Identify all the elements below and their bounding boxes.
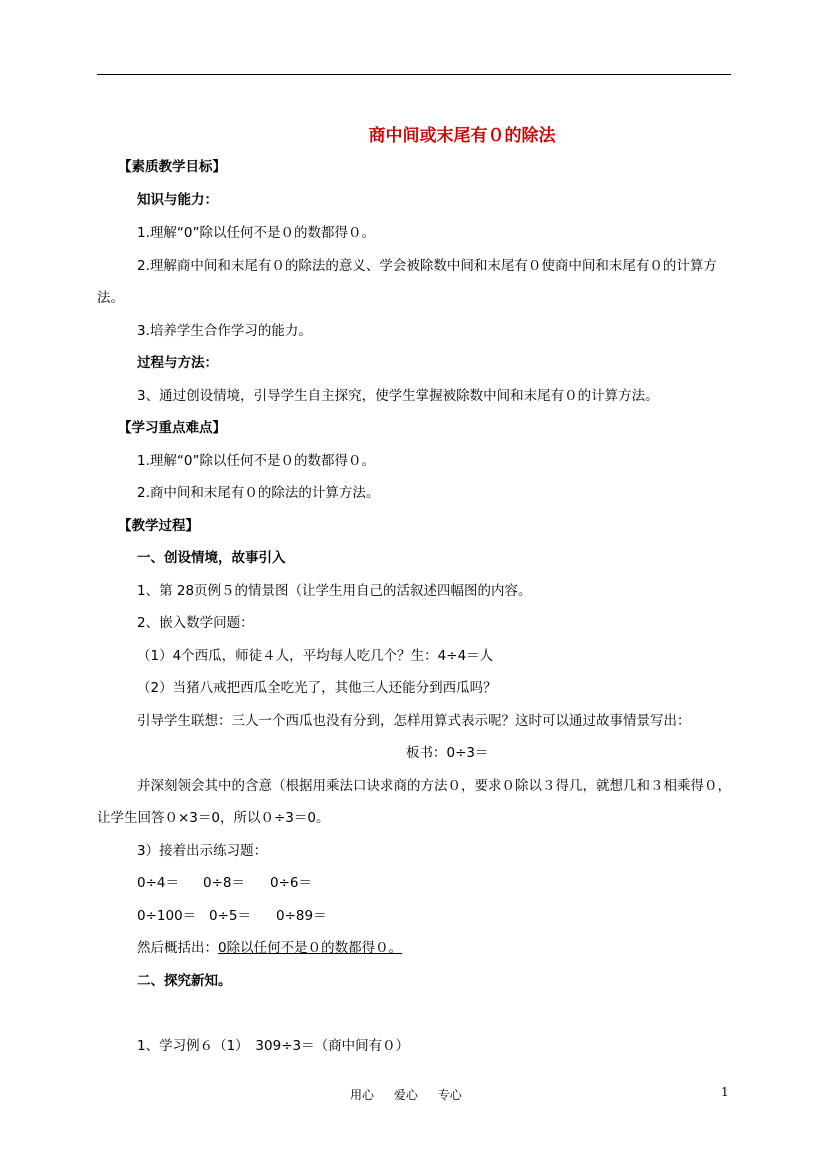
exercise-item: 0÷8＝ [203, 875, 245, 891]
summary-line [137, 938, 402, 958]
section-title-1: 一、创设情境，故事引入 [137, 550, 286, 566]
footer-item: 爱心 [393, 1088, 418, 1102]
process-line-5: 引导学生联想：三人一个西瓜也没有分到，怎样用算式表示呢？这时可以通过故事情景写出： [137, 713, 691, 729]
keypoint-line-1: 1.理解“0”除以任何不是０的数都得０。 [137, 453, 375, 469]
process-line-6b: 让学生回答０×3＝0，所以０÷3＝0。 [97, 810, 330, 826]
goal-line-3: 3.培养学生合作学习的能力。 [137, 323, 312, 339]
footer-motto [350, 1086, 478, 1103]
process-line-3: （1）4个西瓜，师徒４人，平均每人吃几个？生：4÷4＝人 [137, 648, 494, 664]
exercise-item: 0÷4＝ [137, 875, 179, 891]
process-line-9: 1、学习例６（1） 309÷3＝（商中间有０） [137, 1038, 410, 1054]
process-line-4: （2）当猪八戒把西瓜全吃光了，其他三人还能分到西瓜吗？ [137, 680, 497, 696]
process-line-7: 3）接着出示练习题： [137, 843, 268, 859]
page-title: 商中间或末尾有０的除法 [368, 126, 556, 146]
exercise-item: 0÷5＝ [209, 908, 251, 924]
section-header-process: 【教学过程】 [118, 518, 199, 534]
goal-line-1: 1.理解“0”除以任何不是０的数都得０。 [137, 225, 375, 241]
process-line-2: 2、嵌入数学问题： [137, 615, 254, 631]
section-title-2: 二、探究新知。 [137, 973, 232, 989]
process-line-1: 1、第 28页例５的情景图（让学生用自己的活叙述四幅图的内容。 [137, 583, 532, 599]
section-header-goals: 【素质教学目标】 [118, 159, 226, 175]
exercise-item: 0÷6＝ [270, 875, 312, 891]
header-rule [97, 74, 731, 75]
footer-item: 专心 [437, 1088, 462, 1102]
footer-item: 用心 [350, 1088, 375, 1102]
goal-line-4: 3、通过创设情境，引导学生自主探究，使学生掌握被除数中间和末尾有０的计算方法。 [137, 388, 659, 404]
board-text: 板书：0÷3＝ [406, 745, 489, 761]
keypoint-line-2: 2.商中间和末尾有０的除法的计算方法。 [137, 485, 380, 501]
subheading-process: 过程与方法： [137, 355, 218, 371]
goal-line-2b: 法。 [97, 290, 124, 306]
goal-line-2a: 2.理解商中间和末尾有０的除法的意义、学会被除数中间和末尾有０使商中间和末尾有０的计算方 [137, 258, 717, 274]
page-number: 1 [721, 1085, 729, 1099]
exercise-item: 0÷100＝ [137, 908, 197, 924]
section-header-keypoints: 【学习重点难点】 [118, 420, 226, 436]
process-line-6a: 并深刻领会其中的含意（根据用乘法口诀求商的方法０，要求０除以３得几，就想几和３相乘得０， [137, 778, 731, 794]
subheading-knowledge: 知识与能力： [137, 192, 218, 208]
summary-prefix: 然后概括出： [137, 940, 218, 956]
exercise-item: 0÷89＝ [276, 908, 327, 924]
summary-underlined: 0除以任何不是０的数都得０。 [218, 940, 403, 956]
